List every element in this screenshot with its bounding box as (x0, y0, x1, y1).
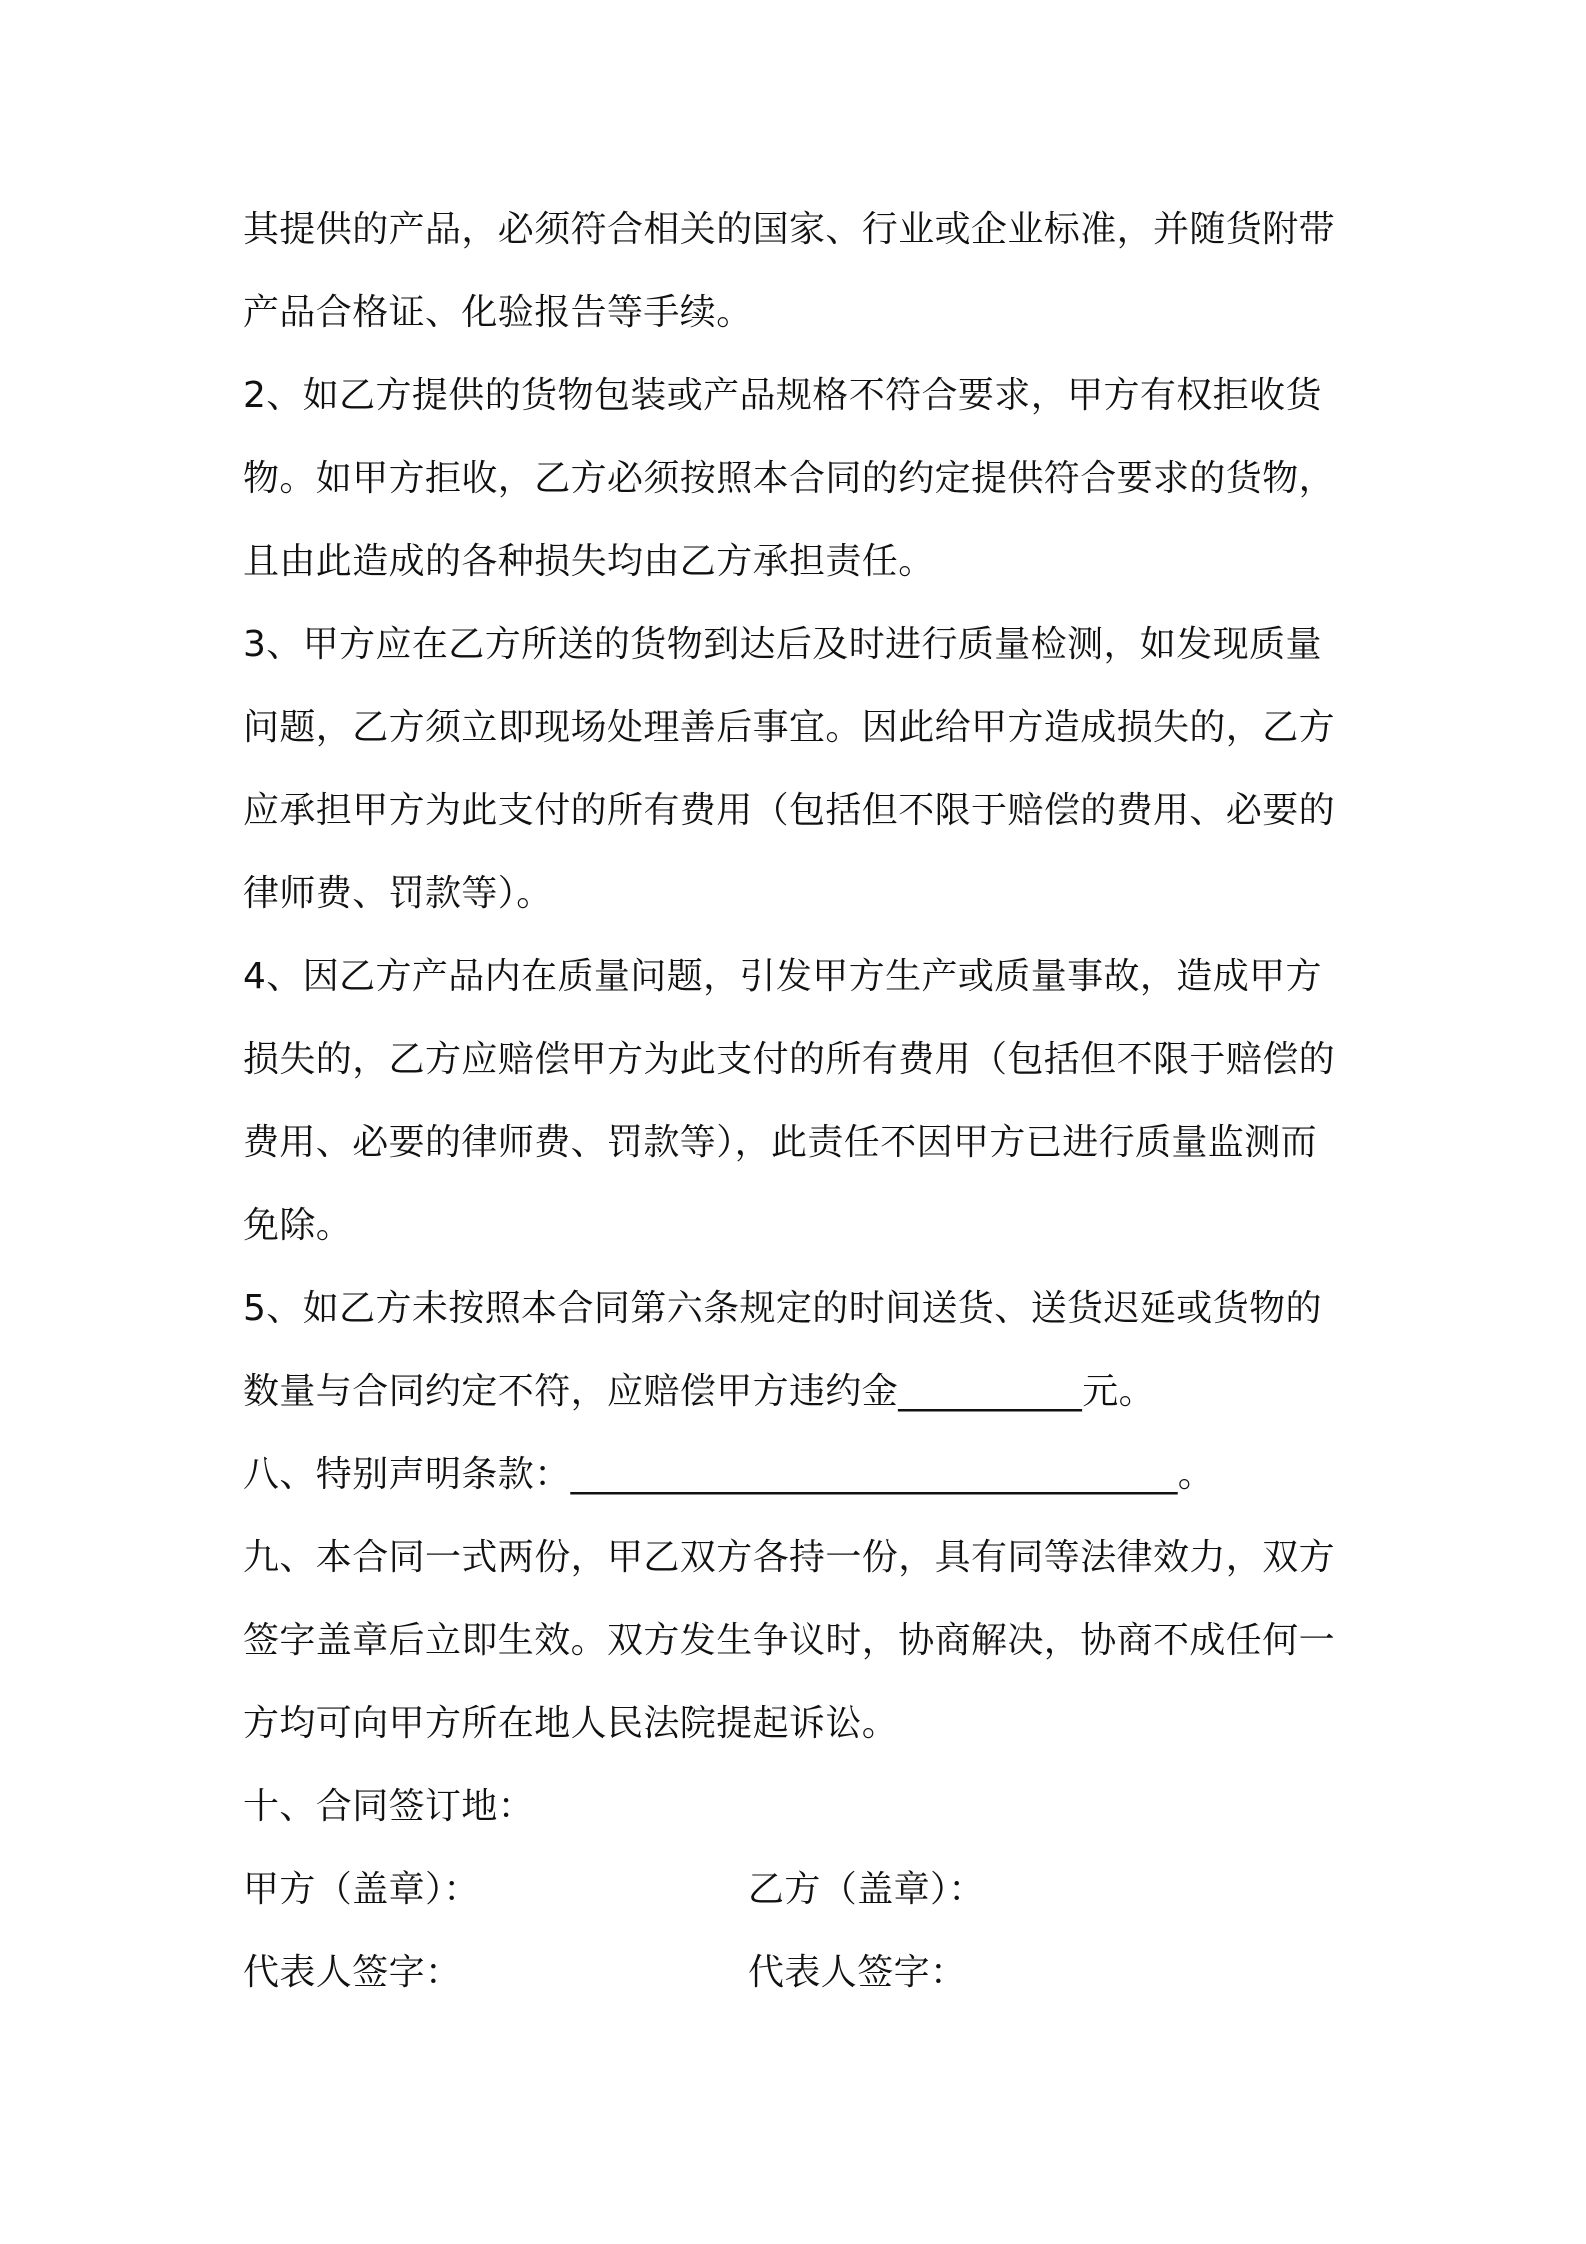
text-line: 律师费、罚款等）。 (243, 873, 553, 914)
section-10-line: 十、合同签订地： (243, 1786, 535, 1827)
text-line: 其提供的产品，必须符合相关的国家、行业或企业标准，并随货附带 (243, 209, 1336, 250)
party-b-seal-label: 乙方（盖章）： (748, 1869, 985, 1910)
text-line: 免除。 (243, 1205, 353, 1246)
text-line: 物。如甲方拒收，乙方必须按照本合同的约定提供符合要求的货物， (243, 458, 1336, 499)
clause-3-line: 3、甲方应在乙方所送的货物到达后及时进行质量检测，如发现质量 (243, 624, 1322, 665)
document-body (243, 200, 1353, 2026)
text-line: 方均可向甲方所在地人民法院提起诉讼。 (243, 1703, 899, 1744)
party-a-representative-label: 代表人签字： (243, 1952, 462, 1993)
seal-row (243, 1860, 1353, 1943)
text-line: 损失的，乙方应赔偿甲方为此支付的所有费用（包括但不限于赔偿的 (243, 1039, 1336, 1080)
representative-row (243, 1943, 1353, 2026)
clause-5-line: 5、如乙方未按照本合同第六条规定的时间送货、送货迟延或货物的 (243, 1288, 1322, 1329)
text-line: 产品合格证、化验报告等手续。 (243, 292, 753, 333)
text-line: 应承担甲方为此支付的所有费用（包括但不限于赔偿的费用、必要的 (243, 790, 1336, 831)
party-b-representative-label: 代表人签字： (748, 1952, 967, 1993)
text-line: 费用、必要的律师费、罚款等），此责任不因甲方已进行质量监测而 (243, 1122, 1318, 1163)
party-a-seal-label: 甲方（盖章）： (243, 1869, 480, 1910)
clause-4-line: 4、因乙方产品内在质量问题，引发甲方生产或质量事故，造成甲方 (243, 956, 1322, 997)
text-line: 问题，乙方须立即现场处理善后事宜。因此给甲方造成损失的，乙方 (243, 707, 1336, 748)
section-9-line: 九、本合同一式两份，甲乙双方各持一份，具有同等法律效力，双方 (243, 1537, 1336, 1578)
clause-2-line: 2、如乙方提供的货物包装或产品规格不符合要求，甲方有权拒收货 (243, 375, 1322, 416)
section-8-line: 八、特别声明条款：_________________________________。 (243, 1454, 1215, 1495)
text-line: 且由此造成的各种损失均由乙方承担责任。 (243, 541, 935, 582)
text-line: 数量与合同约定不符，应赔偿甲方违约金__________元。 (243, 1371, 1156, 1412)
text-line: 签字盖章后立即生效。双方发生争议时，协商解决，协商不成任何一 (243, 1620, 1336, 1661)
